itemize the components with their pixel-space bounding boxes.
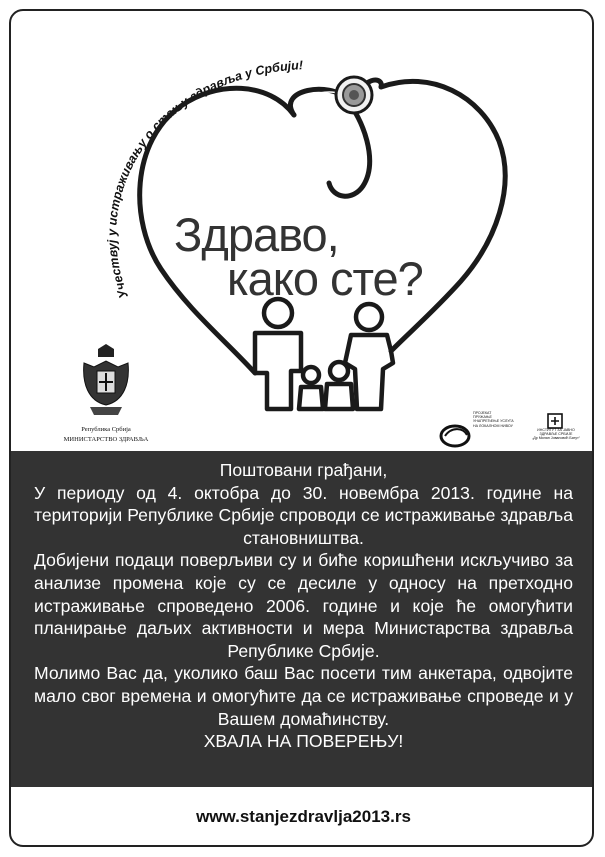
paragraph-period: У периоду од 4. октобра до 30. новембра 2013. године на територији Републике Србије спроводи се истраживање здравља становништва. xyxy=(34,482,573,548)
project-logo-text-1: ПРОЈЕКАТ xyxy=(473,411,492,415)
footer xyxy=(11,787,594,847)
closing-thanks: ХВАЛА НА ПОВЕРЕЊУ! xyxy=(203,731,404,752)
coat-caption-line-1: Република Србија xyxy=(81,426,131,433)
poster-frame xyxy=(9,9,594,847)
arc-slogan: Учествуј у истраживању о стању здравља у Србији! xyxy=(105,58,304,301)
project-logo-text-4: НА ЛОКАЛНОМ НИВОУ xyxy=(473,423,513,428)
project-logo-text-3: УНАПРЕЂЕЊЕ УСЛУГА xyxy=(473,419,514,424)
title-line-2: како сте? xyxy=(227,252,423,305)
title-line-1: Здраво, xyxy=(174,208,339,261)
coat-of-arms-icon xyxy=(80,343,132,419)
coat-of-arms xyxy=(51,343,161,444)
paragraph-confidentiality: Добијени подаци поверљиви су и биће коришћени искључиво за анализе промена које су се десиле у односу на претходно истраживање спроведено 2006. године и које ће омогућити планирање даљих активности и мера Министарства здравља Републике Србије. xyxy=(34,550,573,661)
stethoscope-icon xyxy=(290,77,381,196)
website-link[interactable]: www.stanjezdravlja2013.rs xyxy=(196,807,411,826)
project-logo-mark xyxy=(441,426,469,446)
family-figures xyxy=(255,299,393,409)
message-panel xyxy=(11,451,594,787)
project-logo-text-2: ПРУЖАЊЕ xyxy=(473,415,492,420)
institute-logo-text-1: ИНСТИТУТ ЗА ЈАВНО ЗДРАВЉЕ СРБИЈЕ xyxy=(537,428,575,437)
institute-logo xyxy=(531,404,581,441)
greeting: Поштовани грађани, xyxy=(219,460,388,480)
institute-logo-text-2: „Др Милан Јовановић Батут“ xyxy=(532,436,580,441)
paragraph-request: Молимо Вас да, уколико баш Вас посети тим анкетара, одвојите мало свог времена и омогућите да се истраживање спроведе и у Вашем домаћинству. xyxy=(34,663,573,729)
coat-caption-line-2: МИНИСТАРСТВО ЗДРАВЉА xyxy=(63,436,149,443)
project-logo xyxy=(429,411,514,428)
